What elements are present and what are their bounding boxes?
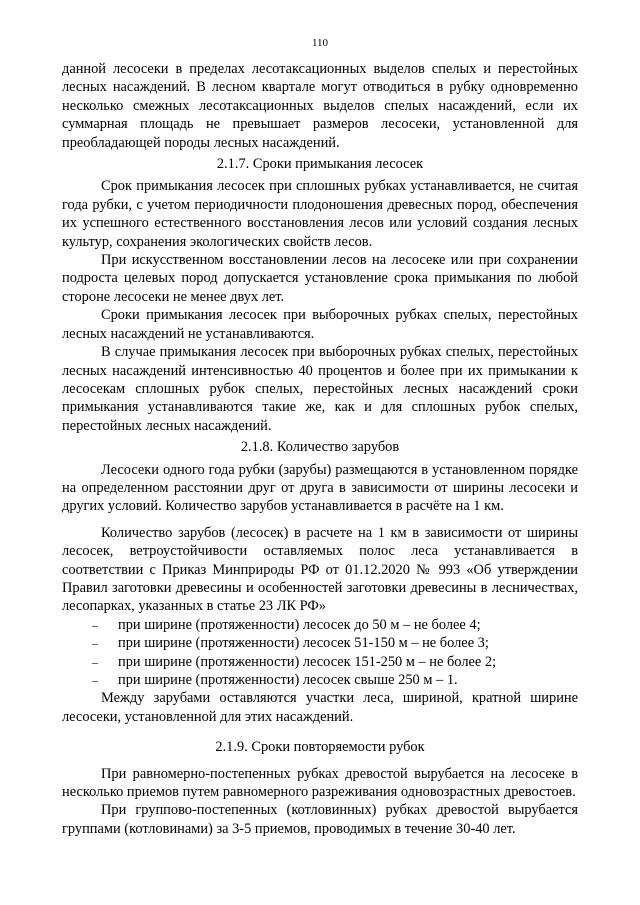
paragraph: Сроки примыкания лесосек при выборочных рубках спелых, перестойных лесных насаждений не устанавливаются. <box>62 307 578 342</box>
page-number: 110 <box>311 37 329 49</box>
list-item: – при ширине (протяженности) лесосек до 50 м – не более 4; <box>92 616 481 633</box>
paragraph: Срок примыкания лесосек при сплошных рубках устанавливается, не считая года рубки, с учетом периодичности плодоношения древесных пород, обеспечения их успешного естественного восстановления лесов или условий создания лесных культур, сохранения экологических свойств лесов. <box>62 178 578 250</box>
dash-bullet: – <box>92 673 98 687</box>
dash-bullet: – <box>92 636 98 651</box>
paragraph: Количество зарубов (лесосек) в расчете на 1 км в зависимости от ширины лесосек, ветроустойчивости оставляемых полос леса устанавливается в соответствии с Приказ Минприроды РФ от 01.12.2020 № 993 «Об утверждении Правил заготовки древесины и особенностей заготовки древесины в лесничествах, лесопарках, указанных в статье 23 ЛК РФ» <box>62 524 578 615</box>
document-body <box>62 60 578 838</box>
paragraph: В случае примыкания лесосек при выборочных рубках спелых, перестойных лесных насаждений интенсивностью 40 процентов и более при их примыкании к лесосекам сплошных рубок спелых, перестойных лесных насаждений сроки примыкания устанавливаются такие же, как и для сплошных рубок спелых, перестойных лесных насаждений. <box>62 344 578 434</box>
cuts-count-list <box>62 616 578 690</box>
paragraph: Между зарубами оставляются участки леса, шириной, кратной ширине лесосеки, установленной для этих насаждений. <box>62 690 578 725</box>
list-item: – при ширине (протяженности) лесосек 151-250 м – не более 2; <box>92 653 497 670</box>
list-item: – при ширине (протяженности) лесосек 51-150 м – не более 3; <box>92 635 489 652</box>
section-heading-2-1-8: 2.1.8. Количество зарубов <box>240 439 400 456</box>
section-heading-2-1-7: 2.1.7. Сроки примыкания лесосек <box>216 156 424 173</box>
list-item: – при ширине (протяженности) лесосек свыше 250 м – 1. <box>92 672 458 688</box>
paragraph: При равномерно-постепенных рубках древостой вырубается на лесосеке в несколько приемов путем равномерного разреживания одновозрастных древостоев. <box>62 765 578 801</box>
paragraph: При искусственном восстановлении лесов на лесосеке или при сохранении подроста целевых пород допускается установление срока примыкания по любой стороне лесосеки не менее двух лет. <box>62 252 578 305</box>
paragraph: При группово-постепенных (котловинных) рубках древостой вырубается группами (котловинами) за 3-5 приемов, проводимых в течение 30-40 лет. <box>62 802 578 837</box>
paragraph: Лесосеки одного года рубки (зарубы) размещаются в установленном порядке на определенном расстоянии друг от друга в зависимости от ширины лесосеки и других условий. Количество зарубов устанавливается в расчёте на 1 км. <box>62 461 578 515</box>
dash-bullet: – <box>92 654 98 669</box>
section-heading-2-1-9: 2.1.9. Сроки повторяемости рубок <box>215 739 425 756</box>
dash-bullet: – <box>92 617 98 632</box>
intro-paragraph: данной лесосеки в пределах лесотаксационных выделов спелых и перестойных лесных насаждений. В лесном квартале могут отводиться в рубку одновременно несколько смежных лесотаксационных выделов спелых насаждений, если их суммарная площадь не превышает размеров лесосеки, установленной для преобладающей породы лесных насаждений. <box>62 61 578 151</box>
